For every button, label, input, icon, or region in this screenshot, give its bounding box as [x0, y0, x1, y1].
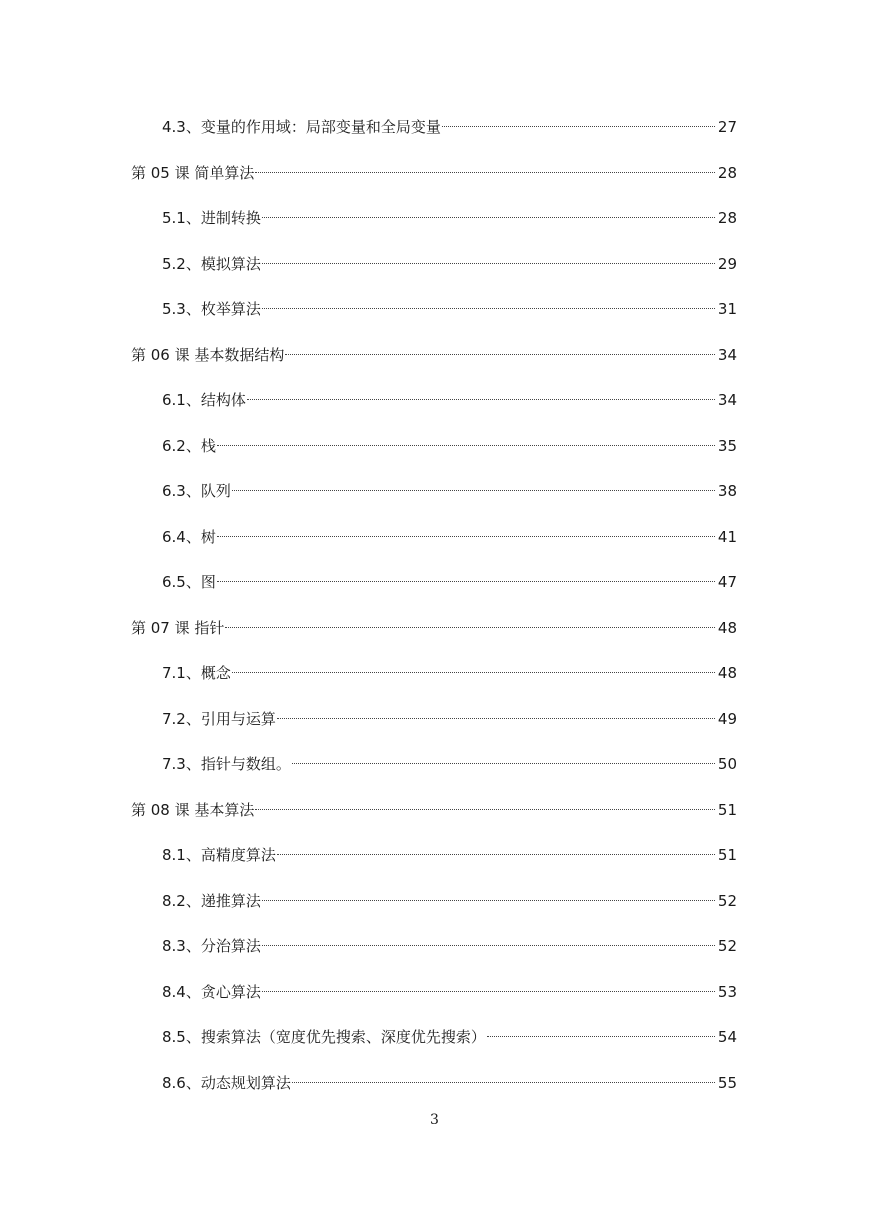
toc-entry-page: 29	[717, 255, 737, 273]
toc-entry-page: 52	[717, 892, 737, 910]
toc-entry-title: 6.2、栈	[162, 437, 216, 455]
toc-entry-page: 27	[717, 118, 737, 136]
toc-entry-page: 48	[717, 664, 737, 682]
page-number: 3	[430, 1112, 439, 1128]
toc-section-entry[interactable]	[162, 252, 737, 276]
toc-dot-leader	[262, 308, 715, 309]
toc-dot-leader	[217, 536, 715, 537]
toc-entry-page: 34	[717, 391, 737, 409]
toc-entry-title: 第 07 课 指针	[131, 619, 225, 637]
toc-dot-leader	[277, 854, 715, 855]
toc-entry-page: 51	[717, 801, 737, 819]
toc-entry-page: 28	[717, 209, 737, 227]
toc-entry-title: 8.2、递推算法	[162, 892, 261, 910]
toc-dot-leader	[262, 263, 715, 264]
toc-entry-title: 7.2、引用与运算	[162, 710, 276, 728]
toc-entry-page: 51	[717, 846, 737, 864]
toc-dot-leader	[217, 581, 715, 582]
toc-entry-title: 5.2、模拟算法	[162, 255, 261, 273]
toc-dot-leader	[262, 900, 715, 901]
toc-entry-title: 5.1、进制转换	[162, 209, 261, 227]
toc-chapter-entry[interactable]	[131, 616, 737, 640]
toc-section-entry[interactable]	[162, 707, 737, 731]
toc-dot-leader	[285, 354, 715, 355]
toc-entry-page: 35	[717, 437, 737, 455]
toc-entry-page: 53	[717, 983, 737, 1001]
toc-section-entry[interactable]	[162, 934, 737, 958]
toc-entry-title: 5.3、枚举算法	[162, 300, 261, 318]
toc-section-entry[interactable]	[162, 297, 737, 321]
toc-entry-title: 4.3、变量的作用域：局部变量和全局变量	[162, 118, 441, 136]
toc-section-entry[interactable]	[162, 843, 737, 867]
toc-entry-title: 8.3、分治算法	[162, 937, 261, 955]
toc-dot-leader	[262, 991, 715, 992]
toc-dot-leader	[277, 718, 715, 719]
toc-section-entry[interactable]	[162, 980, 737, 1004]
toc-section-entry[interactable]	[162, 525, 737, 549]
toc-entry-page: 50	[717, 755, 737, 773]
toc-entry-page: 49	[717, 710, 737, 728]
toc-dot-leader	[225, 627, 715, 628]
toc-entry-title: 第 06 课 基本数据结构	[131, 346, 285, 364]
toc-dot-leader	[232, 672, 715, 673]
toc-chapter-entry[interactable]	[131, 161, 737, 185]
toc-entry-title: 第 05 课 简单算法	[131, 164, 255, 182]
toc-entry-page: 28	[717, 164, 737, 182]
toc-dot-leader	[487, 1036, 715, 1037]
toc-entry-title: 8.4、贪心算法	[162, 983, 261, 1001]
toc-entry-page: 55	[717, 1074, 737, 1092]
toc-section-entry[interactable]	[162, 661, 737, 685]
toc-entry-page: 48	[717, 619, 737, 637]
toc-section-entry[interactable]	[162, 1071, 737, 1095]
toc-entry-page: 54	[717, 1028, 737, 1046]
toc-entry-title: 6.5、图	[162, 573, 216, 591]
toc-entry-page: 41	[717, 528, 737, 546]
toc-dot-leader	[217, 445, 715, 446]
toc-entry-page: 38	[717, 482, 737, 500]
toc-entry-title: 8.6、动态规划算法	[162, 1074, 291, 1092]
toc-section-entry[interactable]	[162, 115, 737, 139]
toc-section-entry[interactable]	[162, 752, 737, 776]
toc-entry-title: 8.1、高精度算法	[162, 846, 276, 864]
toc-section-entry[interactable]	[162, 570, 737, 594]
toc-section-entry[interactable]	[162, 1025, 737, 1049]
toc-dot-leader	[262, 945, 715, 946]
toc-section-entry[interactable]	[162, 388, 737, 412]
toc-entry-title: 7.1、概念	[162, 664, 231, 682]
toc-dot-leader	[292, 1082, 715, 1083]
toc-entry-page: 31	[717, 300, 737, 318]
toc-dot-leader	[255, 172, 715, 173]
toc-dot-leader	[292, 763, 715, 764]
toc-dot-leader	[232, 490, 715, 491]
toc-chapter-entry[interactable]	[131, 798, 737, 822]
toc-entry-title: 7.3、指针与数组。	[162, 755, 291, 773]
toc-entry-title: 6.4、树	[162, 528, 216, 546]
toc-dot-leader	[255, 809, 715, 810]
toc-section-entry[interactable]	[162, 479, 737, 503]
toc-entry-title: 第 08 课 基本算法	[131, 801, 255, 819]
toc-entry-title: 6.1、结构体	[162, 391, 246, 409]
toc-chapter-entry[interactable]	[131, 343, 737, 367]
toc-dot-leader	[247, 399, 715, 400]
toc-section-entry[interactable]	[162, 889, 737, 913]
toc-entry-page: 52	[717, 937, 737, 955]
toc-entry-title: 6.3、队列	[162, 482, 231, 500]
toc-dot-leader	[442, 126, 715, 127]
toc-entry-page: 34	[717, 346, 737, 364]
toc-entry-page: 47	[717, 573, 737, 591]
toc-section-entry[interactable]	[162, 206, 737, 230]
toc-section-entry[interactable]	[162, 434, 737, 458]
toc-entry-title: 8.5、搜索算法（宽度优先搜索、深度优先搜索）	[162, 1028, 486, 1046]
toc-dot-leader	[262, 217, 715, 218]
